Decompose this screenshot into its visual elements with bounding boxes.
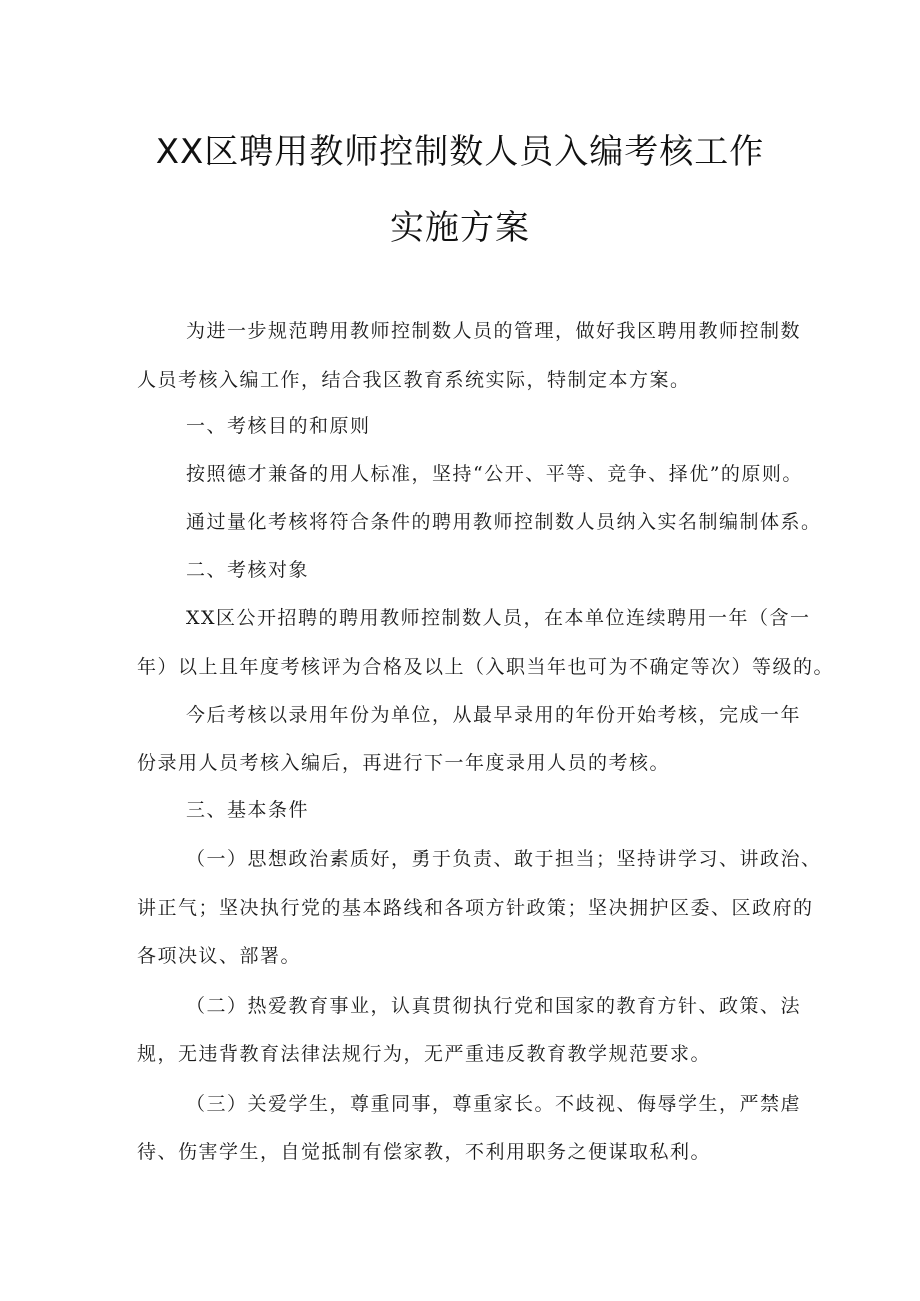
body-line: （一）思想政治素质好，勇于负责、敢于担当；坚持讲学习、讲政治、 bbox=[186, 848, 822, 870]
body-line: 按照德才兼备的用人标准，坚持“公开、平等、竞争、择优”的原则。 bbox=[186, 463, 803, 485]
document-title-line-1: XX区聘用教师控制数人员入编考核工作 bbox=[155, 132, 765, 172]
body-line: 各项决议、部署。 bbox=[137, 945, 302, 967]
body-line: 通过量化考核将符合条件的聘用教师控制数人员纳入实名制编制体系。 bbox=[186, 511, 822, 533]
body-line: 人员考核入编工作，结合我区教育系统实际，特制定本方案。 bbox=[137, 369, 691, 391]
body-line: 份录用人员考核入编后，再进行下一年度录用人员的考核。 bbox=[137, 752, 671, 774]
document-title-line-2: 实施方案 bbox=[390, 208, 530, 248]
body-line: （二）热爱教育事业，认真贯彻执行党和国家的教育方针、政策、法 bbox=[186, 995, 802, 1017]
section-heading: 二、考核对象 bbox=[186, 559, 310, 581]
section-heading: 一、考核目的和原则 bbox=[186, 415, 371, 437]
body-line: 为进一步规范聘用教师控制数人员的管理，做好我区聘用教师控制数 bbox=[186, 320, 802, 342]
body-line: 规，无违背教育法律法规行为，无严重违反教育教学规范要求。 bbox=[137, 1043, 712, 1065]
body-line: 年）以上且年度考核评为合格及以上（入职当年也可为不确定等次）等级的。 bbox=[137, 656, 835, 678]
body-line: 今后考核以录用年份为单位，从最早录用的年份开始考核，完成一年 bbox=[186, 704, 802, 726]
section-heading: 三、基本条件 bbox=[186, 799, 310, 821]
body-line: 待、伤害学生，自觉抵制有偿家教，不利用职务之便谋取私利。 bbox=[137, 1141, 712, 1163]
body-line: （三）关爱学生，尊重同事，尊重家长。不歧视、侮辱学生，严禁虐 bbox=[186, 1093, 802, 1115]
body-line: 讲正气；坚决执行党的基本路线和各项方针政策；坚决拥护区委、区政府的 bbox=[137, 897, 814, 919]
body-line: XX区公开招聘的聘用教师控制数人员，在本单位连续聘用一年（含一 bbox=[186, 607, 811, 629]
